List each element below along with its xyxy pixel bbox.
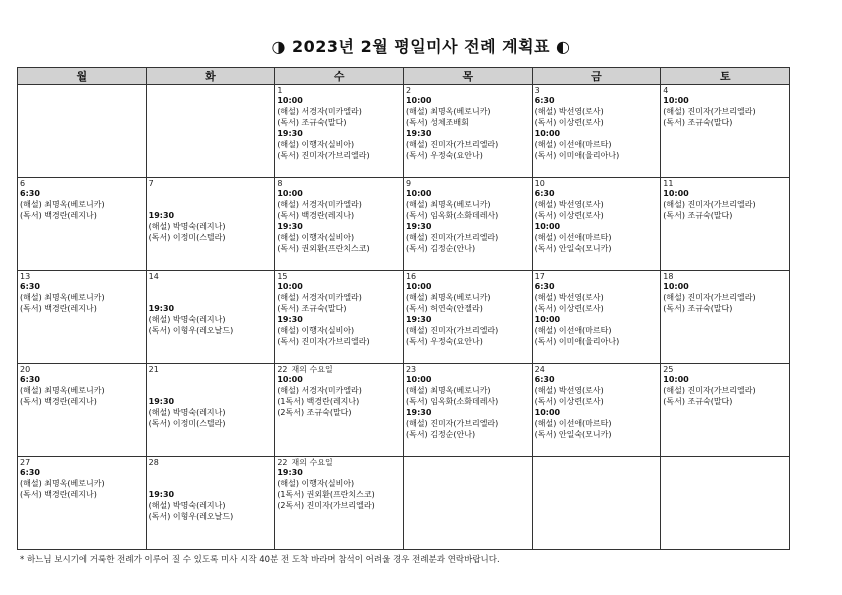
assignment-line: (해설) 이선애(마르타) bbox=[534, 326, 612, 335]
assignment-line: (독서) 이상련(로사) bbox=[534, 211, 604, 220]
day-header bbox=[277, 272, 401, 281]
day-cell bbox=[18, 85, 147, 178]
mass-time: 10:00 bbox=[534, 315, 561, 324]
day-header bbox=[20, 179, 144, 188]
mass-time: 10:00 bbox=[663, 282, 689, 291]
day-cell bbox=[18, 178, 147, 271]
day-cell bbox=[275, 271, 404, 364]
day-number: 4 bbox=[663, 86, 669, 95]
assignment-line: (독서) 이형우(레오날드) bbox=[148, 512, 234, 521]
assignment-line: (2독서) 진미자(가브리엘라) bbox=[277, 501, 375, 510]
day-header bbox=[535, 365, 659, 374]
day-number: 15 bbox=[277, 272, 288, 281]
assignment-line: (독서) 백경란(레지나) bbox=[20, 490, 97, 499]
day-cell bbox=[532, 271, 661, 364]
assignment-line: (해설) 최명옥(베로니카) bbox=[20, 200, 105, 209]
assignment-line: (해설) 박선영(로사) bbox=[534, 107, 604, 116]
assignment-line: (독서) 김정순(안나) bbox=[405, 430, 476, 439]
spacer bbox=[149, 188, 273, 210]
assignment-line: (해설) 이선애(마르타) bbox=[534, 419, 612, 428]
assignment-line: (해설) 이선애(마르타) bbox=[534, 233, 612, 242]
assignment-line: (독서) 이미애(율리아나) bbox=[534, 151, 620, 160]
day-header bbox=[20, 365, 144, 374]
assignment-line: (독서) 이미애(율리아나) bbox=[534, 337, 620, 346]
day-cell bbox=[146, 85, 275, 178]
assignment-line: (독서) 조규숙(말다) bbox=[663, 304, 733, 313]
weekday-header: 금 bbox=[532, 68, 661, 85]
mass-time: 19:30 bbox=[405, 129, 432, 138]
mass-time: 19:30 bbox=[405, 408, 432, 417]
mass-time: 10:00 bbox=[277, 189, 303, 198]
day-number: 24 bbox=[534, 365, 545, 374]
assignment-line: (해설) 박명숙(레지나) bbox=[148, 501, 226, 510]
day-cell bbox=[661, 457, 790, 550]
day-cell bbox=[275, 178, 404, 271]
day-number: 21 bbox=[148, 365, 159, 374]
mass-time: 10:00 bbox=[277, 282, 303, 291]
mass-time: 19:30 bbox=[277, 129, 303, 138]
mass-time: 6:30 bbox=[20, 375, 40, 384]
assignment-line: (해설) 진미자(가브리엘라) bbox=[405, 233, 499, 242]
weekday-header-row bbox=[18, 68, 790, 85]
assignment-line: (해설) 이행자(실비아) bbox=[277, 140, 355, 149]
assignment-line: (독서) 이형우(레오날드) bbox=[148, 326, 234, 335]
assignment-line: (해설) 박선영(로사) bbox=[534, 200, 604, 209]
weekday-header: 토 bbox=[661, 68, 790, 85]
assignment-line: (해설) 이선애(마르타) bbox=[534, 140, 612, 149]
assignment-line: (독서) 이정미(스텔라) bbox=[148, 233, 226, 242]
weekday-header: 월 bbox=[18, 68, 147, 85]
day-header bbox=[277, 365, 401, 374]
weekday-header: 수 bbox=[275, 68, 404, 85]
weekday-header: 목 bbox=[403, 68, 532, 85]
day-number: 22 bbox=[277, 458, 288, 467]
day-header bbox=[149, 179, 273, 188]
day-cell bbox=[661, 178, 790, 271]
assignment-line: (독서) 우정숙(요안나) bbox=[405, 337, 483, 346]
day-header bbox=[406, 365, 530, 374]
day-number: 22 bbox=[277, 365, 288, 374]
day-number: 18 bbox=[663, 272, 674, 281]
mass-time: 6:30 bbox=[534, 189, 555, 198]
day-number: 6 bbox=[20, 179, 26, 188]
day-number: 20 bbox=[20, 365, 31, 374]
assignment-line: (독서) 조규숙(말다) bbox=[663, 397, 733, 406]
day-header bbox=[663, 365, 787, 374]
assignment-line: (해설) 박선영(로사) bbox=[534, 386, 604, 395]
footnote: * 하느님 보시기에 거룩한 전례가 이루어 질 수 있도록 미사 시작 40분 전 도착 바라며 참석이 어려울 경우 전례분과 연락바랍니다. bbox=[20, 555, 500, 565]
mass-time: 10:00 bbox=[663, 375, 689, 384]
day-header bbox=[535, 179, 659, 188]
day-header bbox=[406, 86, 530, 95]
assignment-line: (해설) 서경자(미카엘라) bbox=[277, 386, 362, 395]
mass-time: 10:00 bbox=[534, 222, 561, 231]
day-header bbox=[663, 179, 787, 188]
mass-time: 6:30 bbox=[534, 96, 555, 105]
assignment-line: (독서) 김정순(안나) bbox=[405, 244, 476, 253]
day-number: 7 bbox=[148, 179, 154, 188]
day-cell bbox=[146, 364, 275, 457]
assignment-line: (해설) 최명옥(베로니카) bbox=[20, 386, 105, 395]
day-header bbox=[663, 86, 787, 95]
day-cell bbox=[661, 85, 790, 178]
assignment-line: (해설) 진미자(가브리엘라) bbox=[405, 419, 499, 428]
mass-time: 19:30 bbox=[405, 315, 432, 324]
assignment-line: (독서) 성체조배회 bbox=[405, 118, 469, 127]
assignment-line: (해설) 최명옥(베로니카) bbox=[20, 293, 105, 302]
day-header bbox=[406, 179, 530, 188]
day-number: 2 bbox=[405, 86, 412, 95]
week-row bbox=[18, 457, 790, 550]
assignment-line: (2독서) 조규숙(말다) bbox=[277, 408, 352, 417]
day-number: 8 bbox=[277, 179, 283, 188]
assignment-line: (해설) 박명숙(레지나) bbox=[148, 408, 226, 417]
day-number: 11 bbox=[663, 179, 674, 188]
day-cell bbox=[275, 364, 404, 457]
week-row bbox=[18, 178, 790, 271]
day-header bbox=[277, 86, 401, 95]
assignment-line: (독서) 이정미(스텔라) bbox=[148, 419, 226, 428]
assignment-line: (독서) 조규숙(말다) bbox=[277, 118, 347, 127]
day-number: 13 bbox=[20, 272, 31, 281]
assignment-line: (독서) 안일숙(모니카) bbox=[534, 244, 612, 253]
assignment-line: (해설) 최명옥(베로니카) bbox=[405, 386, 491, 395]
mass-time: 10:00 bbox=[405, 96, 432, 105]
page-title: ◑ 2023년 2월 평일미사 전례 계획표 ◐ bbox=[271, 37, 571, 56]
assignment-line: (독서) 백경란(레지나) bbox=[277, 211, 355, 220]
mass-time: 10:00 bbox=[277, 375, 303, 384]
week-row bbox=[18, 364, 790, 457]
day-header bbox=[406, 272, 530, 281]
day-cell bbox=[18, 457, 147, 550]
day-header bbox=[277, 458, 401, 467]
spacer bbox=[149, 374, 273, 396]
day-number: 23 bbox=[405, 365, 417, 374]
day-cell bbox=[146, 178, 275, 271]
assignment-line: (해설) 진미자(가브리엘라) bbox=[663, 200, 756, 209]
mass-time: 19:30 bbox=[277, 468, 303, 477]
day-number: 27 bbox=[20, 458, 31, 467]
day-number: 1 bbox=[277, 86, 283, 95]
mass-time: 19:30 bbox=[148, 490, 175, 499]
assignment-line: (해설) 진미자(가브리엘라) bbox=[663, 293, 756, 302]
day-number: 9 bbox=[405, 179, 412, 188]
assignment-line: (독서) 이상련(로사) bbox=[534, 304, 604, 313]
day-cell bbox=[532, 364, 661, 457]
day-cell bbox=[532, 178, 661, 271]
day-header bbox=[20, 458, 144, 467]
day-cell bbox=[146, 271, 275, 364]
day-number: 28 bbox=[148, 458, 159, 467]
assignment-line: (해설) 이행자(실비아) bbox=[277, 233, 355, 242]
mass-time: 6:30 bbox=[20, 282, 40, 291]
assignment-line: (독서) 진미자(가브리엘라) bbox=[277, 151, 370, 160]
day-header bbox=[535, 272, 659, 281]
day-header bbox=[149, 365, 273, 374]
day-cell bbox=[403, 271, 532, 364]
mass-time: 19:30 bbox=[148, 304, 175, 313]
assignment-line: (해설) 최명옥(베로니카) bbox=[20, 479, 105, 488]
assignment-line: (1독서) 백경란(레지나) bbox=[277, 397, 360, 406]
mass-time: 6:30 bbox=[20, 468, 40, 477]
assignment-line: (해설) 박명숙(레지나) bbox=[148, 222, 226, 231]
mass-time: 10:00 bbox=[663, 96, 689, 105]
day-cell bbox=[532, 457, 661, 550]
assignment-line: (해설) 최명옥(베로니카) bbox=[405, 107, 491, 116]
day-cell bbox=[403, 178, 532, 271]
assignment-line: (독서) 임옥화(소화데레사) bbox=[405, 211, 499, 220]
day-cell bbox=[146, 457, 275, 550]
mass-time: 10:00 bbox=[534, 129, 561, 138]
week-row bbox=[18, 271, 790, 364]
day-note: 재의 수요일 bbox=[291, 365, 333, 374]
day-number: 10 bbox=[534, 179, 545, 188]
mass-time: 19:30 bbox=[148, 397, 175, 406]
day-cell bbox=[275, 85, 404, 178]
day-cell bbox=[18, 364, 147, 457]
day-header bbox=[149, 458, 273, 467]
assignment-line: (해설) 최명옥(베로니카) bbox=[405, 200, 491, 209]
mass-time: 10:00 bbox=[277, 96, 303, 105]
day-number: 14 bbox=[148, 272, 159, 281]
assignment-line: (독서) 백경란(레지나) bbox=[20, 211, 97, 220]
assignment-line: (독서) 조규숙(말다) bbox=[663, 118, 733, 127]
week-row bbox=[18, 85, 790, 178]
assignment-line: (해설) 진미자(가브리엘라) bbox=[663, 107, 756, 116]
mass-time: 6:30 bbox=[534, 282, 555, 291]
assignment-line: (해설) 서경자(미카엘라) bbox=[277, 107, 362, 116]
day-cell bbox=[661, 271, 790, 364]
day-header bbox=[149, 272, 273, 281]
assignment-line: (해설) 박선영(로사) bbox=[534, 293, 604, 302]
day-cell bbox=[275, 457, 404, 550]
spacer bbox=[149, 467, 273, 489]
day-number: 17 bbox=[534, 272, 545, 281]
mass-time: 19:30 bbox=[148, 211, 175, 220]
assignment-line: (독서) 이상련(로사) bbox=[534, 118, 604, 127]
assignment-line: (해설) 진미자(가브리엘라) bbox=[405, 326, 499, 335]
assignment-line: (독서) 조규숙(말다) bbox=[663, 211, 733, 220]
schedule-calendar bbox=[17, 67, 790, 550]
mass-time: 10:00 bbox=[405, 282, 432, 291]
day-cell bbox=[532, 85, 661, 178]
day-cell bbox=[403, 364, 532, 457]
assignment-line: (독서) 백경란(레지나) bbox=[20, 397, 97, 406]
assignment-line: (독서) 권외환(프란치스코) bbox=[277, 244, 370, 253]
mass-time: 19:30 bbox=[405, 222, 432, 231]
day-note: 재의 수요일 bbox=[291, 458, 333, 467]
day-cell bbox=[403, 85, 532, 178]
day-cell bbox=[18, 271, 147, 364]
assignment-line: (독서) 진미자(가브리엘라) bbox=[277, 337, 370, 346]
assignment-line: (독서) 안일숙(모니카) bbox=[534, 430, 612, 439]
assignment-line: (해설) 진미자(가브리엘라) bbox=[405, 140, 499, 149]
mass-time: 19:30 bbox=[277, 315, 303, 324]
mass-time: 10:00 bbox=[534, 408, 561, 417]
assignment-line: (해설) 서경자(미카엘라) bbox=[277, 293, 362, 302]
assignment-line: (독서) 이상련(로사) bbox=[534, 397, 604, 406]
mass-time: 10:00 bbox=[663, 189, 689, 198]
assignment-line: (해설) 최명옥(베로니카) bbox=[405, 293, 491, 302]
spacer bbox=[149, 281, 273, 303]
assignment-line: (1독서) 권외환(프란치스코) bbox=[277, 490, 375, 499]
weekday-header: 화 bbox=[146, 68, 275, 85]
day-number: 3 bbox=[534, 86, 540, 95]
mass-time: 6:30 bbox=[534, 375, 555, 384]
day-cell bbox=[403, 457, 532, 550]
assignment-line: (독서) 허연숙(안젤라) bbox=[405, 304, 483, 313]
mass-time: 19:30 bbox=[277, 222, 303, 231]
day-cell bbox=[661, 364, 790, 457]
day-number: 25 bbox=[663, 365, 674, 374]
mass-time: 6:30 bbox=[20, 189, 40, 198]
day-number: 16 bbox=[405, 272, 417, 281]
assignment-line: (해설) 이행자(실비아) bbox=[277, 326, 355, 335]
assignment-line: (해설) 서경자(미카엘라) bbox=[277, 200, 362, 209]
assignment-line: (해설) 진미자(가브리엘라) bbox=[663, 386, 756, 395]
assignment-line: (해설) 박명숙(레지나) bbox=[148, 315, 226, 324]
day-header bbox=[20, 272, 144, 281]
day-header bbox=[663, 272, 787, 281]
day-header bbox=[277, 179, 401, 188]
mass-time: 10:00 bbox=[405, 375, 432, 384]
assignment-line: (독서) 우정숙(요안나) bbox=[405, 151, 483, 160]
assignment-line: (독서) 조규숙(말다) bbox=[277, 304, 347, 313]
day-header bbox=[535, 86, 659, 95]
assignment-line: (해설) 이행자(실비아) bbox=[277, 479, 355, 488]
assignment-line: (독서) 백경란(레지나) bbox=[20, 304, 97, 313]
mass-time: 10:00 bbox=[405, 189, 432, 198]
assignment-line: (독서) 임옥화(소화데레사) bbox=[405, 397, 499, 406]
